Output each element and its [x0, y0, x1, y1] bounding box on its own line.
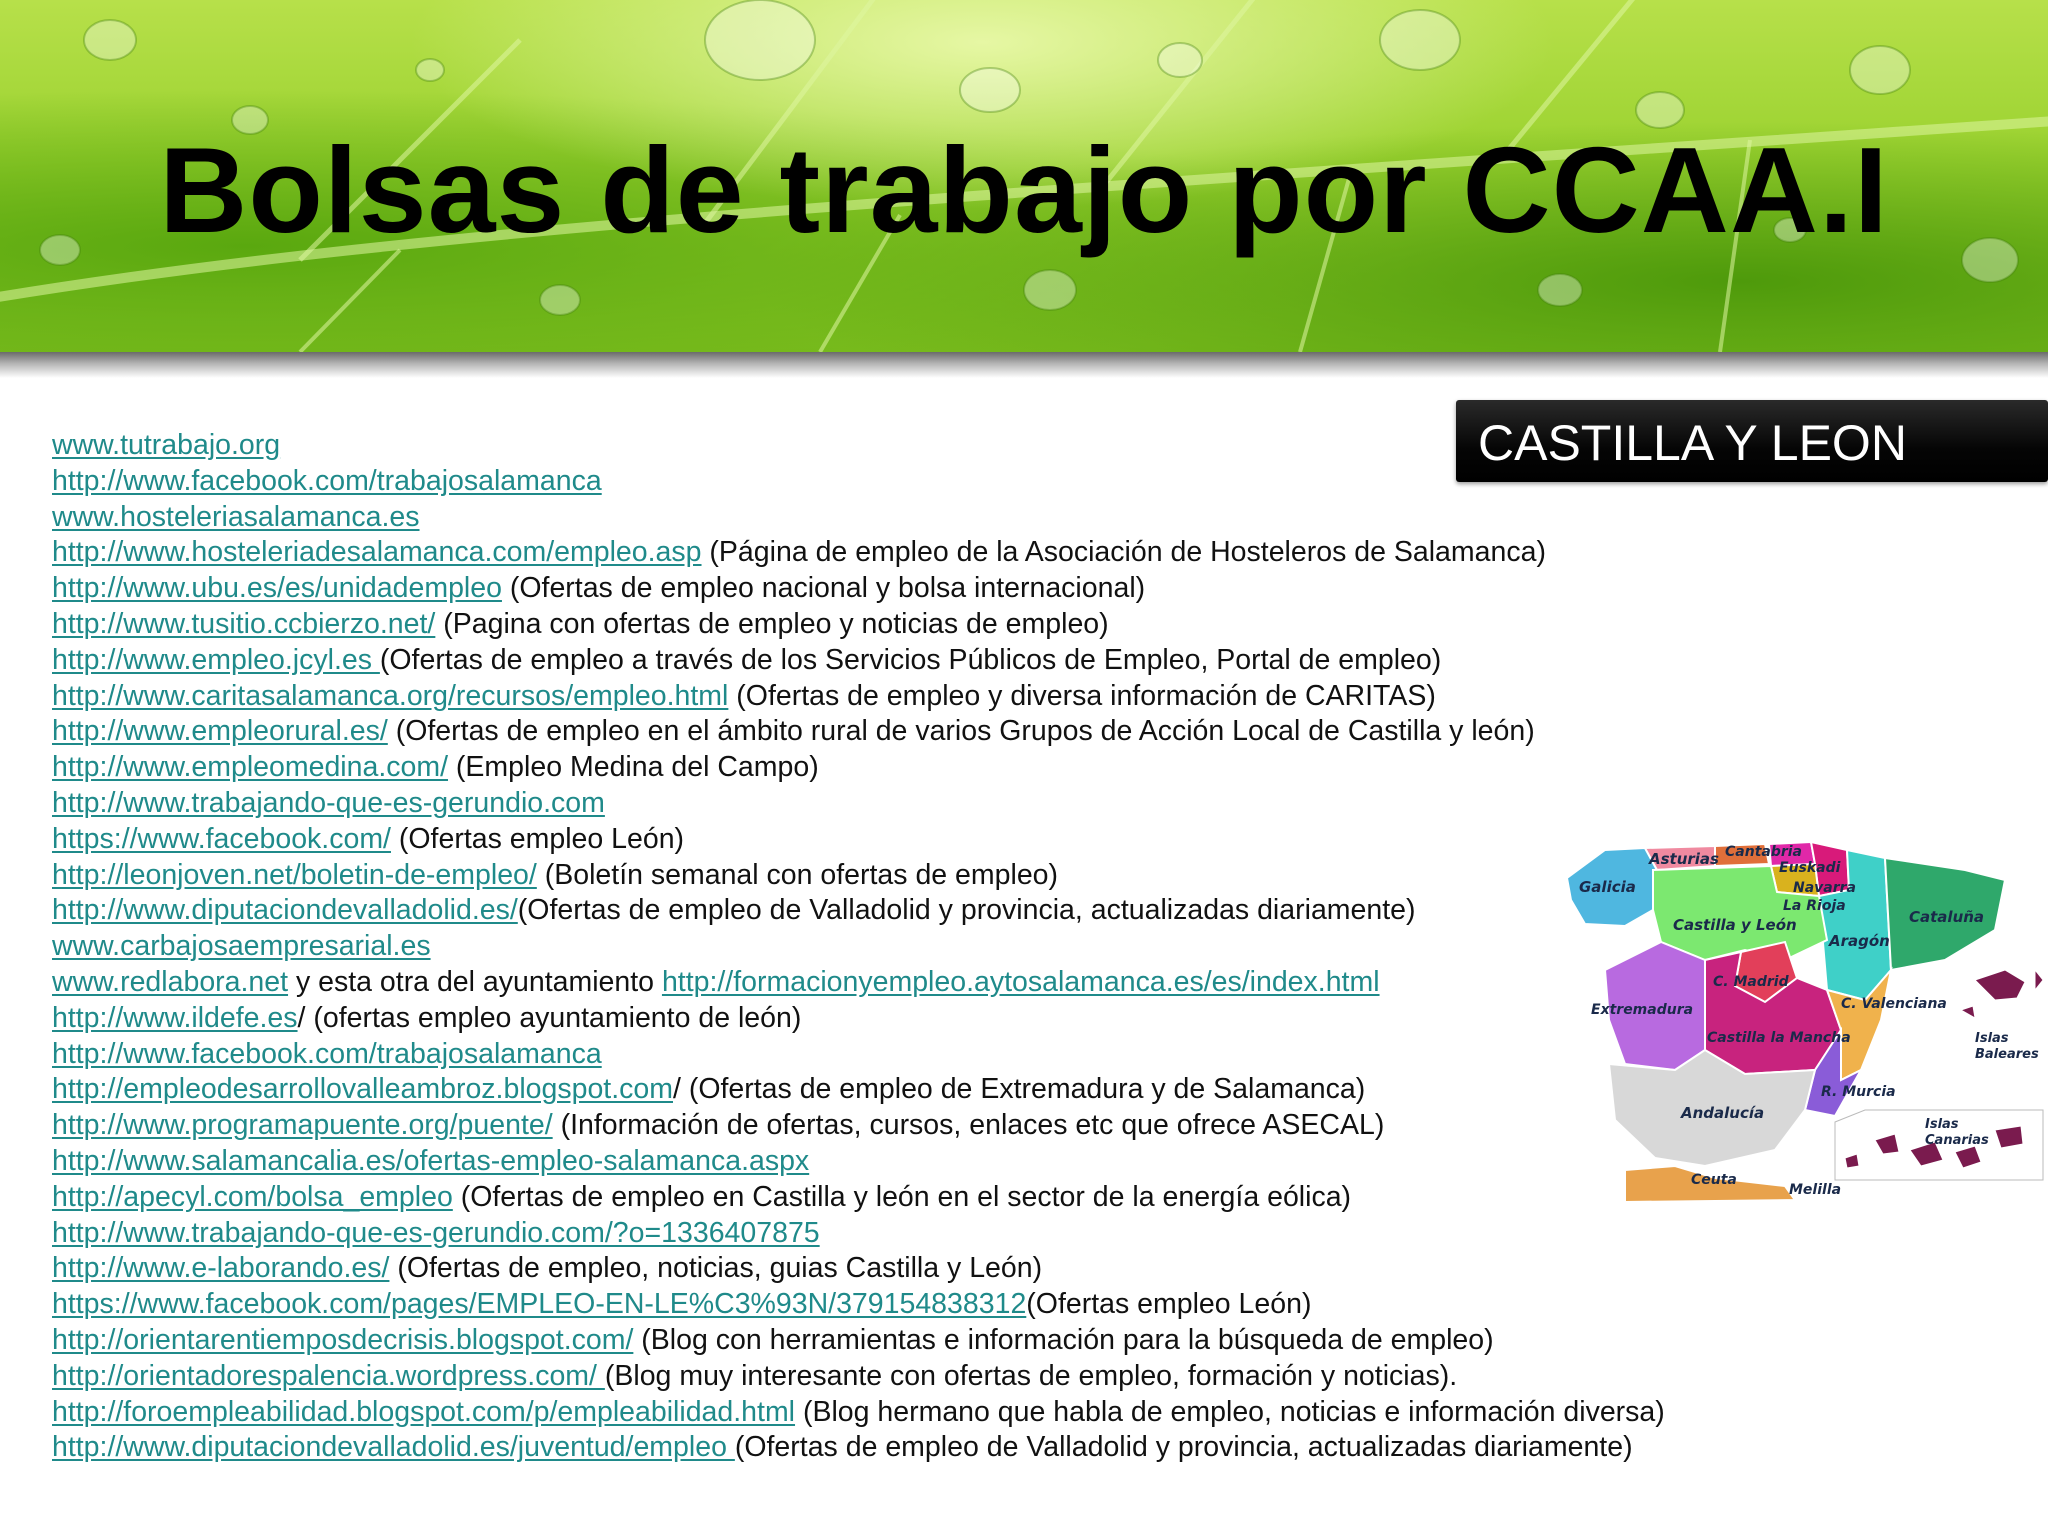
link-row [52, 1430, 1752, 1466]
link-url[interactable]: http://www.empleomedina.com/ [52, 751, 449, 784]
label-melilla: Melilla [1789, 1182, 1842, 1198]
link-description: (Ofertas de empleo nacional y bolsa internacional) [501, 572, 1146, 605]
link-url[interactable]: https://www.facebook.com/pages/EMPLEO-EN-LE%C3%93N/379154838312 [52, 1288, 1027, 1321]
link-description: (Ofertas de empleo, noticias, guias Castilla y León) [389, 1252, 1043, 1285]
link-row [52, 858, 1752, 894]
spain-regions-map [1565, 830, 2045, 1250]
link-url[interactable]: http://www.facebook.com/trabajosalamanca [52, 1037, 602, 1070]
link-row [52, 1251, 1752, 1287]
link-url[interactable]: http://www.empleorural.es/ [52, 715, 388, 748]
header-banner [0, 0, 2048, 352]
link-url[interactable]: http://www.empleo.jcyl.es [52, 643, 380, 676]
label-baleares: Islas Baleares [1975, 1031, 2039, 1062]
link-row [52, 786, 1752, 822]
link-url[interactable]: http://apecyl.com/bolsa_empleo [52, 1180, 453, 1213]
link-row [52, 607, 1752, 643]
link-row [52, 679, 1752, 715]
link-url[interactable]: http://orientarentiemposdecrisis.blogspot.com/ [52, 1323, 634, 1356]
link-url[interactable]: http://leonjoven.net/boletin-de-empleo/ [52, 858, 537, 891]
link-description: (Ofertas de empleo en el ámbito rural de varios Grupos de Acción Local de Castilla y león) [387, 715, 1535, 748]
link-row [52, 1323, 1752, 1359]
link-description: (Blog con herramientas e información para la búsqueda de empleo) [633, 1323, 1494, 1356]
link-row [52, 1216, 1752, 1252]
label-castilla-y-leon: Castilla y León [1673, 916, 1797, 934]
link-url[interactable]: http://www.trabajando-que-es-gerundio.com/?o=1336407875 [52, 1216, 820, 1249]
banner-shadow [0, 352, 2048, 378]
link-description: (Ofertas de empleo de Valladolid y provincia, actualizadas diariamente) [734, 1431, 1633, 1464]
link-url[interactable]: www.carbajosaempresarial.es [52, 930, 431, 963]
label-la-rioja: La Rioja [1783, 898, 1846, 914]
label-aragon: Aragón [1829, 932, 1890, 950]
label-cantabria: Cantabria [1725, 844, 1802, 860]
link-description: (Boletín semanal con ofertas de empleo) [536, 858, 1059, 891]
link-row [52, 643, 1752, 679]
link-row [52, 428, 1752, 464]
label-asturias: Asturias [1649, 850, 1719, 868]
link-description: (Ofertas de empleo a través de los Servicios Públicos de Empleo, Portal de empleo) [379, 643, 1442, 676]
label-cataluna: Cataluña [1909, 908, 1985, 926]
link-row [52, 1359, 1752, 1395]
link-url[interactable]: http://www.salamancalia.es/ofertas-empleo-salamanca.aspx [52, 1144, 810, 1177]
link-row [52, 714, 1752, 750]
link-url[interactable]: http://empleodesarrollovalleambroz.blogspot.com [52, 1073, 673, 1106]
link-url[interactable]: http://www.tusitio.ccbierzo.net/ [52, 607, 436, 640]
link-url[interactable]: http://www.diputaciondevalladolid.es/juventud/empleo [52, 1431, 735, 1464]
link-row [52, 1001, 1752, 1037]
label-navarra: Navarra [1793, 880, 1856, 896]
link-description: (Pagina con ofertas de empleo y noticias de empleo) [435, 607, 1109, 640]
link-row [52, 929, 1752, 965]
label-castilla-la-mancha: Castilla la Mancha [1707, 1030, 1851, 1046]
link-url[interactable]: http://www.facebook.com/trabajosalamanca [52, 464, 602, 497]
link-row [52, 965, 1752, 1001]
link-row [52, 893, 1752, 929]
link-url[interactable]: http://www.e-laborando.es/ [52, 1252, 390, 1285]
label-madrid: C. Madrid [1713, 974, 1789, 990]
label-ceuta: Ceuta [1691, 1172, 1737, 1188]
link-description: (Ofertas empleo León) [390, 822, 685, 855]
link-row [52, 1037, 1752, 1073]
link-description: (Ofertas de empleo de Valladolid y provincia, actualizadas diariamente) [517, 894, 1416, 927]
label-murcia: R. Murcia [1821, 1084, 1896, 1100]
link-url[interactable]: http://www.ildefe.es [52, 1001, 298, 1034]
link-row [52, 1072, 1752, 1108]
label-valenciana: C. Valenciana [1841, 996, 1947, 1012]
link-description: (Ofertas empleo León) [1026, 1288, 1312, 1321]
link-row [52, 535, 1752, 571]
label-extremadura: Extremadura [1591, 1002, 1694, 1018]
link-description: (Blog hermano que habla de empleo, noticias e información diversa) [795, 1395, 1665, 1428]
link-description: / (ofertas empleo ayuntamiento de león) [297, 1001, 802, 1034]
link-url[interactable]: www.tutrabajo.org [52, 429, 281, 461]
label-canarias: Islas Canarias [1925, 1117, 1989, 1148]
link-description: (Blog muy interesante con ofertas de empleo, formación y noticias). [604, 1359, 1458, 1392]
link-url[interactable]: http://www.diputaciondevalladolid.es/ [52, 894, 518, 927]
link-row [52, 1395, 1752, 1431]
link-url[interactable]: http://www.caritasalamanca.org/recursos/empleo.html [52, 679, 729, 712]
link-url[interactable]: http://www.ubu.es/es/unidadempleo [52, 572, 502, 605]
link-row [52, 822, 1752, 858]
link-description: (Ofertas de empleo en Castilla y león en el sector de la energía eólica) [452, 1180, 1352, 1213]
link-row [52, 500, 1752, 536]
region-badge-label: CASTILLA Y LEON [1478, 415, 1907, 471]
link-description: (Página de empleo de la Asociación de Hosteleros de Salamanca) [701, 536, 1546, 569]
region-baleares [1961, 970, 2043, 1018]
link-url[interactable]: https://www.facebook.com/ [52, 822, 391, 855]
slide-title: Bolsas de trabajo por CCAA.I [159, 122, 1889, 258]
link-row [52, 750, 1752, 786]
label-galicia: Galicia [1579, 878, 1636, 896]
link-row [52, 464, 1752, 500]
link-row [52, 1180, 1752, 1216]
link-url[interactable]: http://foroempleabilidad.blogspot.com/p/empleabilidad.html [52, 1395, 796, 1428]
link-row [52, 1287, 1752, 1323]
link-url[interactable]: www.redlabora.net [52, 965, 289, 998]
link-row [52, 1108, 1752, 1144]
link-row [52, 1144, 1752, 1180]
links-list [52, 428, 1752, 1466]
link-url[interactable]: www.hosteleriasalamanca.es [52, 500, 420, 533]
label-euskadi: Euskadi [1779, 860, 1841, 876]
link-url[interactable]: http://orientadorespalencia.wordpress.com/ [52, 1359, 605, 1392]
link-description: y esta otra del ayuntamiento [288, 965, 662, 998]
link-description: (Información de ofertas, cursos, enlaces etc que ofrece ASECAL) [552, 1109, 1385, 1142]
link-url[interactable]: http://www.trabajando-que-es-gerundio.com [52, 786, 605, 819]
link-url[interactable]: http://www.hosteleriadesalamanca.com/empleo.asp [52, 536, 702, 569]
label-andalucia: Andalucía [1681, 1104, 1765, 1122]
link-url[interactable]: http://www.programapuente.org/puente/ [52, 1109, 553, 1142]
link-description: (Ofertas de empleo y diversa información de CARITAS) [728, 679, 1436, 712]
link-description: / (Ofertas de empleo de Extremadura y de Salamanca) [673, 1073, 1366, 1106]
link-description: (Empleo Medina del Campo) [448, 751, 819, 784]
link-url-secondary[interactable]: http://formacionyempleo.aytosalamanca.es/es/index.html [661, 965, 1380, 998]
link-row [52, 571, 1752, 607]
